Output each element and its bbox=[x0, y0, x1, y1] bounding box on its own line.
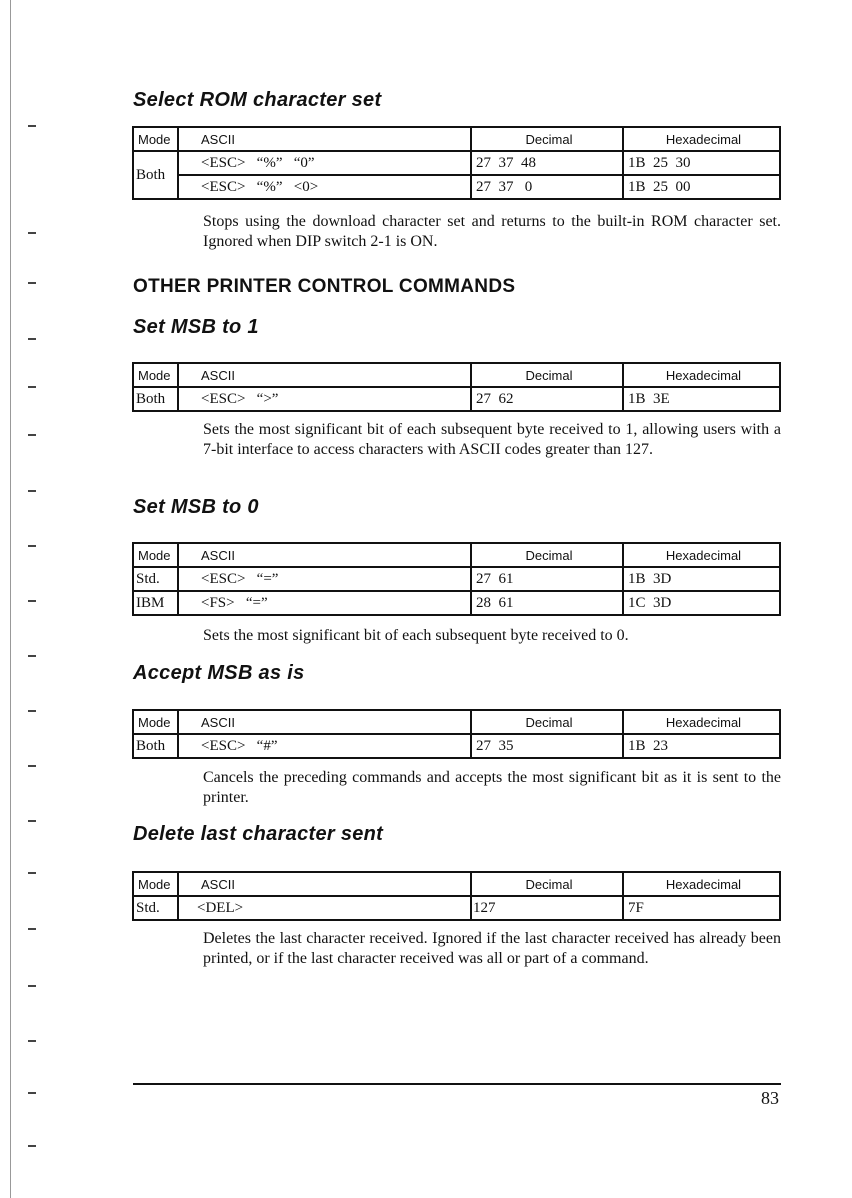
msb0-table bbox=[132, 542, 781, 616]
ascii-header: ASCII bbox=[178, 872, 471, 896]
mode-header: Mode bbox=[133, 872, 178, 896]
ascii-cell: <ESC> “=” bbox=[178, 567, 471, 591]
hex-header: Hexadecimal bbox=[623, 710, 780, 734]
mode-header: Mode bbox=[133, 363, 178, 387]
binding-mark bbox=[28, 232, 36, 234]
accept-table bbox=[132, 709, 781, 759]
mode-cell: Both bbox=[133, 151, 178, 199]
msb0-description: Sets the most significant bit of each subsequent byte received to 0. bbox=[203, 627, 629, 644]
binding-mark bbox=[28, 655, 36, 657]
ascii-cell: <ESC> “#” bbox=[178, 734, 471, 758]
binding-edge bbox=[0, 0, 42, 1198]
binding-mark bbox=[28, 928, 36, 930]
decimal-cell: 27 37 48 bbox=[471, 151, 623, 175]
decimal-cell: 27 62 bbox=[471, 387, 623, 411]
mode-cell: IBM bbox=[133, 591, 178, 615]
hex-cell: 7F bbox=[623, 896, 780, 920]
table-header-row bbox=[133, 363, 780, 387]
hex-cell: 1C 3D bbox=[623, 591, 780, 615]
table-header-row bbox=[133, 543, 780, 567]
rom-title: Select ROM character set bbox=[133, 89, 382, 111]
ascii-cell: <DEL> bbox=[178, 896, 471, 920]
hex-cell: 1B 3E bbox=[623, 387, 780, 411]
ascii-header: ASCII bbox=[178, 127, 471, 151]
ascii-header: ASCII bbox=[178, 710, 471, 734]
binding-mark bbox=[28, 765, 36, 767]
binding-mark bbox=[28, 1092, 36, 1094]
ascii-header: ASCII bbox=[178, 363, 471, 387]
table-row bbox=[133, 734, 780, 758]
hex-header: Hexadecimal bbox=[623, 872, 780, 896]
binding-mark bbox=[28, 1040, 36, 1042]
binding-mark bbox=[28, 710, 36, 712]
page-number: 83 bbox=[761, 1088, 779, 1108]
ascii-cell: <FS> “=” bbox=[178, 591, 471, 615]
table-row bbox=[133, 567, 780, 591]
hex-header: Hexadecimal bbox=[623, 127, 780, 151]
binding-line bbox=[10, 0, 11, 1198]
table-row bbox=[133, 175, 780, 199]
binding-mark bbox=[28, 386, 36, 388]
table-header-row bbox=[133, 872, 780, 896]
binding-mark bbox=[28, 282, 36, 284]
section-heading: OTHER PRINTER CONTROL COMMANDS bbox=[133, 276, 516, 297]
binding-mark bbox=[28, 820, 36, 822]
msb1-title: Set MSB to 1 bbox=[133, 316, 259, 338]
ascii-header: ASCII bbox=[178, 543, 471, 567]
table-header-row bbox=[133, 710, 780, 734]
binding-mark bbox=[28, 338, 36, 340]
decimal-header: Decimal bbox=[471, 363, 623, 387]
hex-cell: 1B 25 30 bbox=[623, 151, 780, 175]
del-table bbox=[132, 871, 781, 921]
binding-mark bbox=[28, 1145, 36, 1147]
decimal-header: Decimal bbox=[471, 543, 623, 567]
hex-cell: 1B 3D bbox=[623, 567, 780, 591]
decimal-cell: 27 61 bbox=[471, 567, 623, 591]
msb1-table bbox=[132, 362, 781, 412]
mode-header: Mode bbox=[133, 127, 178, 151]
table-row bbox=[133, 387, 780, 411]
del-description: Deletes the last character received. Ignored if the last character received has already been printed, or if the last character received was all or part of a command. bbox=[203, 930, 781, 967]
mode-cell: Std. bbox=[133, 896, 178, 920]
binding-mark bbox=[28, 985, 36, 987]
ascii-cell: <ESC> “%” <0> bbox=[178, 175, 471, 199]
mode-cell: Std. bbox=[133, 567, 178, 591]
decimal-cell: 27 35 bbox=[471, 734, 623, 758]
mode-cell: Both bbox=[133, 734, 178, 758]
binding-mark bbox=[28, 545, 36, 547]
mode-header: Mode bbox=[133, 710, 178, 734]
msb0-title: Set MSB to 0 bbox=[133, 496, 259, 518]
rom-table bbox=[132, 126, 781, 200]
binding-mark bbox=[28, 434, 36, 436]
mode-cell: Both bbox=[133, 387, 178, 411]
accept-title: Accept MSB as is bbox=[133, 662, 305, 684]
table-row bbox=[133, 896, 780, 920]
hex-cell: 1B 25 00 bbox=[623, 175, 780, 199]
accept-description: Cancels the preceding commands and accepts the most significant bit as it is sent to the printer. bbox=[203, 769, 781, 806]
mode-header: Mode bbox=[133, 543, 178, 567]
decimal-header: Decimal bbox=[471, 710, 623, 734]
decimal-cell: 27 37 0 bbox=[471, 175, 623, 199]
decimal-header: Decimal bbox=[471, 872, 623, 896]
footer-rule bbox=[133, 1083, 781, 1085]
ascii-cell: <ESC> “>” bbox=[178, 387, 471, 411]
table-header-row bbox=[133, 127, 780, 151]
binding-mark bbox=[28, 872, 36, 874]
table-row bbox=[133, 151, 780, 175]
binding-mark bbox=[28, 490, 36, 492]
decimal-cell: 28 61 bbox=[471, 591, 623, 615]
binding-mark bbox=[28, 600, 36, 602]
del-title: Delete last character sent bbox=[133, 823, 384, 845]
hex-cell: 1B 23 bbox=[623, 734, 780, 758]
msb1-description: Sets the most significant bit of each subsequent byte received to 1, allowing users with a 7-bit interface to access characters with ASCII codes greater than 127. bbox=[203, 421, 781, 458]
ascii-cell: <ESC> “%” “0” bbox=[178, 151, 471, 175]
table-row bbox=[133, 591, 780, 615]
hex-header: Hexadecimal bbox=[623, 543, 780, 567]
decimal-cell: 127 bbox=[471, 896, 623, 920]
binding-mark bbox=[28, 125, 36, 127]
hex-header: Hexadecimal bbox=[623, 363, 780, 387]
decimal-header: Decimal bbox=[471, 127, 623, 151]
rom-description: Stops using the download character set and returns to the built-in ROM character set. Ignored when DIP switch 2-1 is ON. bbox=[203, 213, 781, 250]
